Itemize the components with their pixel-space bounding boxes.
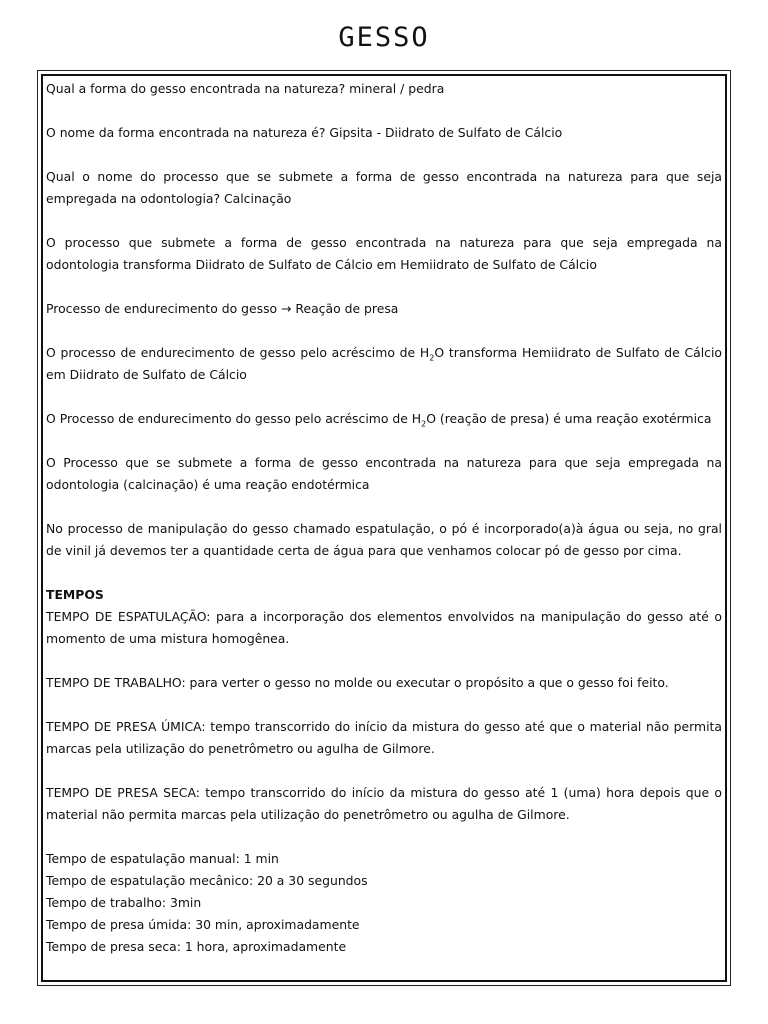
paragraph-endurecimento: Processo de endurecimento do gesso → Reação de presa [46,301,399,316]
paragraph-tempo-presa-seca: TEMPO DE PRESA SECA: tempo transcorrido do início da mistura do gesso até 1 (uma) hora depois que o material não permita marcas pela utilização do penetrômetro ou agulha de Gilmore. [46,785,722,822]
summary-item: Tempo de presa seca: 1 hora, aproximadamente [46,939,347,954]
paragraph-text: O (reação de presa) é uma reação exotérmica [426,411,712,426]
paragraph-text: O Processo de endurecimento do gesso pelo acréscimo de H [46,411,422,426]
summary-item: Tempo de trabalho: 3min [46,895,202,910]
summary-item: Tempo de espatulação mecânico: 20 a 30 segundos [46,873,368,888]
subscript: 2 [421,419,427,429]
paragraph-nome-forma: O nome da forma encontrada na natureza é? Gipsita - Diidrato de Sulfato de Cálcio [46,125,563,140]
page-title: GESSO [338,22,430,53]
summary-item: Tempo de espatulação manual: 1 min [46,851,279,866]
summary-item: Tempo de presa úmida: 30 min, aproximadamente [46,917,360,932]
paragraph-text: O transforma Hemiidrato de Sulfato de Cálcio em Diidrato de Sulfato de Cálcio [46,345,722,382]
paragraph-tempo-presa-umida: TEMPO DE PRESA ÚMICA: tempo transcorrido do início da mistura do gesso até que o material não permita marcas pela utilização do penetrômetro ou agulha de Gilmore. [46,719,722,756]
paragraph-acrescimo-agua [46,342,722,386]
paragraph-forma-natureza: Qual a forma do gesso encontrada na natureza? mineral / pedra [46,81,445,96]
paragraph-exotermica [46,408,722,430]
section-heading-tempos: TEMPOS [46,587,104,602]
summary-list [46,848,722,958]
paragraph-endotermica: O Processo que se submete a forma de gesso encontrada na natureza para que seja empregada na odontologia (calcinação) é uma reação endotérmica [46,455,722,492]
paragraph-text: O processo de endurecimento de gesso pelo acréscimo de H [46,345,430,360]
paragraph-transformacao: O processo que submete a forma de gesso encontrada na natureza para que seja empregada na odontologia transforma Diidrato de Sulfato de Cálcio em Hemiidrato de Sulfato de Cálcio [46,235,722,272]
paragraph-tempo-trabalho: TEMPO DE TRABALHO: para verter o gesso no molde ou executar o propósito a que o gesso foi feito. [46,675,669,690]
paragraph-processo-calcinacao: Qual o nome do processo que se submete a forma de gesso encontrada na natureza para que seja empregada na odontologia? Calcinação [46,169,722,206]
paragraph-tempo-espatulacao: TEMPO DE ESPATULAÇÃO: para a incorporação dos elementos envolvidos na manipulação do gesso até o momento de uma mistura homogênea. [46,609,722,646]
subscript: 2 [429,353,435,363]
paragraph-espatulacao: No processo de manipulação do gesso chamado espatulação, o pó é incorporado(a)à água ou seja, no gral de vinil já devemos ter a quantidade certa de água para que venhamos colocar pó de gesso por cima. [46,521,722,558]
document-body [46,78,722,958]
